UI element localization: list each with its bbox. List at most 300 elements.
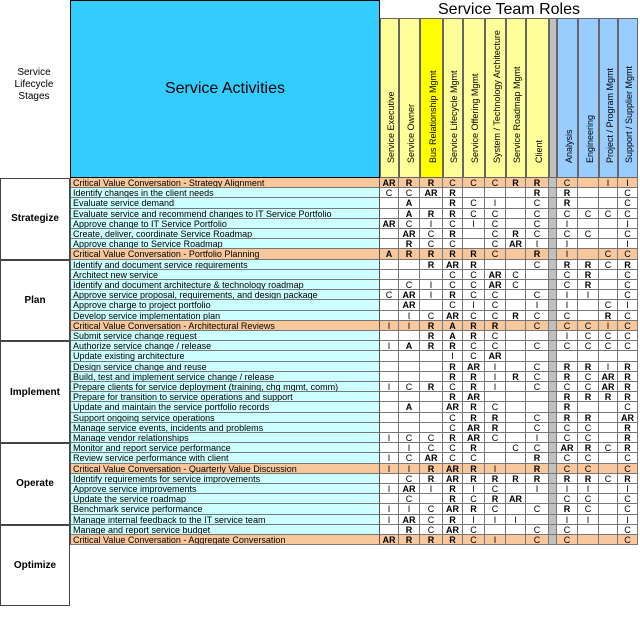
raci-cell xyxy=(420,423,443,433)
raci-cell: AR xyxy=(443,311,463,321)
raci-cell xyxy=(549,525,557,535)
raci-cell: R xyxy=(420,535,443,545)
raci-cell: C xyxy=(557,423,578,433)
raci-cell: AR xyxy=(463,433,485,443)
raci-cell: C xyxy=(578,331,599,341)
raci-cell: C xyxy=(485,300,506,310)
raci-cell xyxy=(506,290,526,300)
raci-cell: I xyxy=(578,290,599,300)
raci-cell: I xyxy=(557,290,578,300)
raci-cell: R xyxy=(463,321,485,331)
raci-cell xyxy=(485,453,506,463)
raci-cell xyxy=(420,362,443,372)
raci-cell: C xyxy=(557,311,578,321)
raci-cell xyxy=(380,198,399,208)
raci-cell: C xyxy=(578,382,599,392)
raci-cell: R xyxy=(557,372,578,382)
raci-cell xyxy=(549,372,557,382)
raci-cell: AR xyxy=(443,402,463,412)
raci-cell: C xyxy=(618,290,638,300)
raci-cell: C xyxy=(557,229,578,239)
raci-cell xyxy=(618,351,638,361)
raci-cell: I xyxy=(618,178,638,188)
raci-cell: R xyxy=(578,260,599,270)
raci-cell xyxy=(399,392,420,402)
raci-cell: I xyxy=(399,321,420,331)
raci-cell xyxy=(599,453,618,463)
raci-cell xyxy=(526,270,549,280)
raci-cell: C xyxy=(578,341,599,351)
role-label: Project / Program Mgmt xyxy=(604,67,615,163)
raci-cell: AR xyxy=(380,178,399,188)
raci-cell xyxy=(578,188,599,198)
raci-cell: R xyxy=(485,321,506,331)
raci-cell xyxy=(506,535,526,545)
raci-cell xyxy=(578,178,599,188)
raci-cell: R xyxy=(506,311,526,321)
raci-cell xyxy=(380,229,399,239)
raci-cell: AR xyxy=(463,392,485,402)
raci-cell xyxy=(485,525,506,535)
raci-cell xyxy=(485,392,506,402)
raci-cell: I xyxy=(485,382,506,392)
raci-cell: R xyxy=(463,402,485,412)
raci-cell: I xyxy=(526,300,549,310)
stages-header: Service Lifecycle Stages xyxy=(14,67,54,102)
raci-cell: I xyxy=(380,484,399,494)
raci-cell xyxy=(599,525,618,535)
raci-cell xyxy=(380,260,399,270)
raci-cell: I xyxy=(463,219,485,229)
raci-cell: R xyxy=(420,341,443,351)
raci-cell: I xyxy=(380,321,399,331)
raci-cell: I xyxy=(599,178,618,188)
role-header-support-supplier-mgmt xyxy=(618,18,638,178)
raci-cell: C xyxy=(399,219,420,229)
raci-cell: R xyxy=(578,270,599,280)
raci-cell xyxy=(549,331,557,341)
raci-cell: I xyxy=(599,362,618,372)
raci-cell: C xyxy=(485,331,506,341)
role-label: Client xyxy=(533,139,544,163)
raci-cell: C xyxy=(506,270,526,280)
raci-cell: C xyxy=(526,209,549,219)
raci-cell: C xyxy=(599,443,618,453)
raci-cell xyxy=(380,413,399,423)
raci-cell: I xyxy=(485,372,506,382)
raci-cell: I xyxy=(463,515,485,525)
raci-cell: C xyxy=(526,382,549,392)
raci-cell xyxy=(506,392,526,402)
raci-cell: C xyxy=(557,209,578,219)
raci-cell: C xyxy=(618,402,638,412)
role-label: Support / Supplier Mgmt xyxy=(624,65,634,163)
raci-cell: C xyxy=(557,525,578,535)
raci-cell xyxy=(420,402,443,412)
raci-cell: I xyxy=(463,300,485,310)
raci-cell: C xyxy=(578,321,599,331)
raci-cell xyxy=(599,229,618,239)
raci-cell: C xyxy=(599,341,618,351)
raci-cell xyxy=(578,535,599,545)
raci-cell xyxy=(380,402,399,412)
role-header-analysis xyxy=(557,18,578,178)
raci-cell: C xyxy=(463,535,485,545)
raci-cell: C xyxy=(526,290,549,300)
raci-cell xyxy=(485,188,506,198)
raci-cell: R xyxy=(443,372,463,382)
raci-cell: R xyxy=(599,311,618,321)
raci-cell: AR xyxy=(506,494,526,504)
raci-cell: C xyxy=(443,443,463,453)
raci-cell xyxy=(463,239,485,249)
raci-cell: AR xyxy=(485,270,506,280)
stage-operate: Operate xyxy=(0,443,70,525)
raci-cell xyxy=(599,290,618,300)
raci-cell: C xyxy=(399,433,420,443)
raci-cell: C xyxy=(618,535,638,545)
raci-cell: C xyxy=(578,464,599,474)
raci-cell: AR xyxy=(506,239,526,249)
raci-cell: R xyxy=(578,443,599,453)
raci-cell: C xyxy=(618,229,638,239)
raci-cell: C xyxy=(485,209,506,219)
raci-cell: R xyxy=(578,474,599,484)
raci-cell: C xyxy=(526,535,549,545)
raci-cell xyxy=(526,392,549,402)
raci-cell: C xyxy=(618,341,638,351)
raci-cell: R xyxy=(506,178,526,188)
activity-row: Approve change to Service Roadmap xyxy=(70,239,380,249)
raci-cell xyxy=(380,362,399,372)
raci-cell: C xyxy=(557,453,578,463)
raci-cell: A xyxy=(399,209,420,219)
raci-cell xyxy=(380,331,399,341)
raci-cell: R xyxy=(399,178,420,188)
raci-cell: AR xyxy=(399,229,420,239)
raci-cell: AR xyxy=(380,219,399,229)
stage-strategize: Strategize xyxy=(0,178,70,260)
raci-cell xyxy=(526,280,549,290)
raci-cell: R xyxy=(443,290,463,300)
raci-cell: C xyxy=(557,494,578,504)
raci-cell: C xyxy=(485,311,506,321)
raci-cell: C xyxy=(578,423,599,433)
raci-cell: R xyxy=(557,402,578,412)
raci-cell: R xyxy=(526,249,549,259)
raci-cell: C xyxy=(463,209,485,219)
raci-cell: C xyxy=(443,382,463,392)
role-label: System / Technology Architecture xyxy=(491,30,502,163)
raci-cell xyxy=(578,249,599,259)
raci-cell xyxy=(399,270,420,280)
raci-cell: C xyxy=(618,270,638,280)
raci-cell: C xyxy=(485,290,506,300)
raci-cell: R xyxy=(485,494,506,504)
raci-cell: C xyxy=(463,270,485,280)
activity-row: Monitor and report service performance xyxy=(70,443,380,453)
raci-cell: I xyxy=(557,484,578,494)
activity-row: Update existing architecture xyxy=(70,351,380,361)
raci-cell: I xyxy=(578,484,599,494)
raci-cell: R xyxy=(485,423,506,433)
raci-cell: I xyxy=(557,331,578,341)
raci-cell xyxy=(549,382,557,392)
raci-cell xyxy=(549,453,557,463)
raci-cell: R xyxy=(526,464,549,474)
raci-cell: C xyxy=(463,453,485,463)
raci-cell xyxy=(549,341,557,351)
raci-cell: C xyxy=(420,311,443,321)
role-header-service-executive xyxy=(380,18,399,178)
raci-cell: C xyxy=(557,270,578,280)
raci-cell xyxy=(380,443,399,453)
raci-cell xyxy=(506,219,526,229)
raci-cell: C xyxy=(599,249,618,259)
raci-cell xyxy=(399,351,420,361)
raci-cell xyxy=(549,402,557,412)
raci-cell: C xyxy=(420,239,443,249)
raci-cell: I xyxy=(485,535,506,545)
raci-cell: C xyxy=(399,453,420,463)
raci-cell: C xyxy=(399,382,420,392)
raci-cell: R xyxy=(443,515,463,525)
raci-cell: A xyxy=(380,249,399,259)
raci-cell xyxy=(578,300,599,310)
raci-cell: C xyxy=(463,311,485,321)
raci-cell xyxy=(526,515,549,525)
raci-cell xyxy=(380,280,399,290)
raci-cell: C xyxy=(578,433,599,443)
raci-cell: R xyxy=(578,392,599,402)
raci-cell: C xyxy=(526,372,549,382)
raci-cell: A xyxy=(399,402,420,412)
raci-cell xyxy=(599,535,618,545)
activity-row: Develop service implementation plan xyxy=(70,311,380,321)
raci-cell: I xyxy=(506,515,526,525)
raci-cell xyxy=(506,464,526,474)
activity-row: Manage and report service budget xyxy=(70,525,380,535)
raci-cell: I xyxy=(526,239,549,249)
raci-cell: C xyxy=(443,178,463,188)
raci-cell: C xyxy=(380,188,399,198)
raci-cell xyxy=(420,198,443,208)
raci-cell xyxy=(506,382,526,392)
raci-cell: R xyxy=(399,535,420,545)
raci-cell: I xyxy=(618,515,638,525)
raci-cell: C xyxy=(485,178,506,188)
raci-cell: C xyxy=(485,484,506,494)
raci-cell: C xyxy=(526,260,549,270)
raci-cell: R xyxy=(618,474,638,484)
role-header-project-program-mgmt xyxy=(599,18,618,178)
raci-cell xyxy=(599,413,618,423)
raci-cell: R xyxy=(485,474,506,484)
raci-cell xyxy=(399,423,420,433)
raci-cell xyxy=(599,515,618,525)
activity-row: Approve service improvements xyxy=(70,484,380,494)
raci-cell: C xyxy=(618,249,638,259)
raci-cell xyxy=(578,311,599,321)
raci-cell xyxy=(420,300,443,310)
raci-cell: R xyxy=(618,392,638,402)
raci-cell: R xyxy=(420,474,443,484)
raci-cell: C xyxy=(599,300,618,310)
raci-cell xyxy=(549,188,557,198)
activity-row: Benchmark service performance xyxy=(70,504,380,514)
raci-cell: C xyxy=(599,331,618,341)
raci-cell xyxy=(549,280,557,290)
raci-cell xyxy=(506,351,526,361)
raci-cell xyxy=(506,321,526,331)
raci-cell: I xyxy=(485,198,506,208)
raci-cell: C xyxy=(463,494,485,504)
raci-cell xyxy=(599,464,618,474)
raci-cell xyxy=(506,484,526,494)
raci-cell xyxy=(549,198,557,208)
raci-cell xyxy=(380,392,399,402)
raci-cell: R xyxy=(463,474,485,484)
raci-cell xyxy=(549,474,557,484)
role-header-service-roadmap-mgmt xyxy=(506,18,526,178)
raci-cell: C xyxy=(526,413,549,423)
raci-cell: C xyxy=(578,229,599,239)
raci-cell xyxy=(578,198,599,208)
raci-cell: R xyxy=(526,453,549,463)
raci-cell: I xyxy=(380,453,399,463)
role-label: Bus Relationship Mgmt xyxy=(427,70,438,163)
raci-cell: R xyxy=(399,239,420,249)
raci-cell: AR xyxy=(399,290,420,300)
raci-cell xyxy=(399,372,420,382)
raci-cell: R xyxy=(443,209,463,219)
raci-cell: C xyxy=(526,362,549,372)
role-header-gap xyxy=(549,18,557,178)
raci-cell: R xyxy=(420,382,443,392)
raci-cell: R xyxy=(443,362,463,372)
activity-row: Evaluate service and recommend changes to IT Service Portfolio xyxy=(70,209,380,219)
value-conversation-row: Critical Value Conversation - Portfolio Planning xyxy=(70,249,380,259)
raci-cell xyxy=(506,423,526,433)
raci-cell xyxy=(506,341,526,351)
activity-row: Approve charge to project portfolio xyxy=(70,300,380,310)
raci-cell: R xyxy=(557,188,578,198)
raci-cell: C xyxy=(399,494,420,504)
raci-cell: R xyxy=(399,249,420,259)
raci-cell: R xyxy=(463,249,485,259)
raci-cell: I xyxy=(463,484,485,494)
raci-cell: I xyxy=(557,300,578,310)
raci-cell: I xyxy=(443,351,463,361)
raci-cell: I xyxy=(578,515,599,525)
raci-cell: C xyxy=(526,525,549,535)
raci-cell: C xyxy=(420,504,443,514)
raci-cell xyxy=(380,351,399,361)
raci-cell xyxy=(549,423,557,433)
raci-cell: C xyxy=(485,402,506,412)
raci-cell: I xyxy=(557,515,578,525)
raci-cell xyxy=(549,413,557,423)
raci-cell xyxy=(599,402,618,412)
raci-cell xyxy=(420,494,443,504)
raci-cell: A xyxy=(399,341,420,351)
raci-cell: C xyxy=(420,443,443,453)
activity-row: Update and maintain the service portfolio records xyxy=(70,402,380,412)
raci-cell: C xyxy=(599,260,618,270)
raci-cell xyxy=(549,249,557,259)
stage-optimize: Optimize xyxy=(0,525,70,607)
raci-cell: AR xyxy=(443,504,463,514)
raci-cell: C xyxy=(618,464,638,474)
raci-cell: R xyxy=(618,433,638,443)
role-label: Service Lifecycle Mgmt xyxy=(449,70,459,163)
raci-cell: R xyxy=(618,423,638,433)
raci-cell xyxy=(599,351,618,361)
stage-plan: Plan xyxy=(0,260,70,342)
raci-cell xyxy=(599,239,618,249)
raci-cell: C xyxy=(557,178,578,188)
raci-cell xyxy=(506,260,526,270)
raci-cell: AR xyxy=(463,362,485,372)
raci-cell xyxy=(506,331,526,341)
raci-cell xyxy=(549,260,557,270)
raci-cell: I xyxy=(557,239,578,249)
role-label: Service Executive xyxy=(385,91,396,163)
raci-cell: C xyxy=(420,229,443,239)
raci-cell: AR xyxy=(399,300,420,310)
raci-cell xyxy=(526,351,549,361)
raci-cell: C xyxy=(506,280,526,290)
raci-cell: I xyxy=(380,515,399,525)
raci-cell: C xyxy=(526,311,549,321)
raci-cell xyxy=(399,362,420,372)
raci-cell xyxy=(549,351,557,361)
raci-cell: C xyxy=(443,423,463,433)
raci-cell: R xyxy=(557,504,578,514)
activity-row: Identify requirements for service improvements xyxy=(70,474,380,484)
raci-cell: C xyxy=(618,331,638,341)
raci-cell: C xyxy=(599,209,618,219)
raci-cell xyxy=(549,229,557,239)
raci-cell xyxy=(506,188,526,198)
raci-cell: I xyxy=(599,321,618,331)
raci-cell: AR xyxy=(443,260,463,270)
raci-cell xyxy=(506,300,526,310)
raci-cell: R xyxy=(578,413,599,423)
raci-cell: C xyxy=(618,209,638,219)
activity-row: Approve change to IT Service Portfolio xyxy=(70,219,380,229)
activity-row: Submit service change request xyxy=(70,331,380,341)
activity-row: Create, deliver, coordinate Service Roadmap xyxy=(70,229,380,239)
raci-cell: R xyxy=(557,362,578,372)
raci-cell: R xyxy=(618,260,638,270)
role-label: Service Offering Mgmt xyxy=(470,73,480,163)
raci-cell: R xyxy=(443,341,463,351)
raci-cell: R xyxy=(557,198,578,208)
raci-cell: I xyxy=(485,515,506,525)
raci-cell: C xyxy=(557,382,578,392)
raci-cell xyxy=(526,494,549,504)
activity-row: Identify changes in the client needs xyxy=(70,188,380,198)
raci-cell: AR xyxy=(380,535,399,545)
raci-cell: AR xyxy=(618,413,638,423)
raci-cell xyxy=(380,423,399,433)
raci-cell: A xyxy=(399,198,420,208)
raci-cell: AR xyxy=(557,443,578,453)
value-conversation-row: Critical Value Conversation - Quarterly Value Discussion xyxy=(70,464,380,474)
raci-cell: R xyxy=(443,494,463,504)
raci-cell xyxy=(380,270,399,280)
